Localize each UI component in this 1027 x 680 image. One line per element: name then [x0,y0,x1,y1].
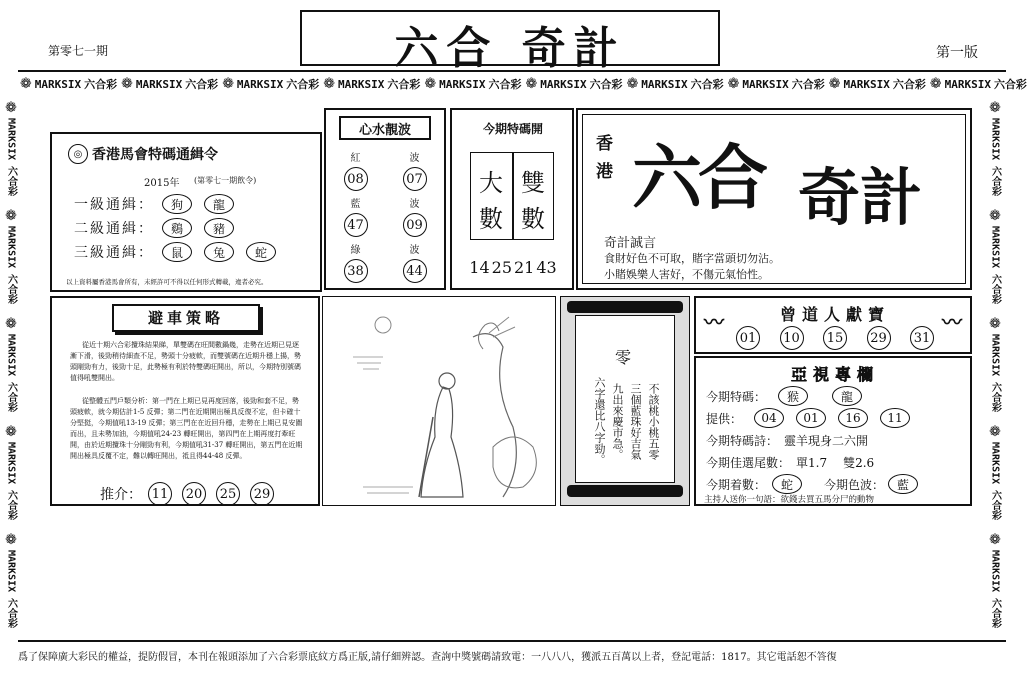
band-mark-text: MARKSIX [135,77,183,91]
sage-illustration [322,296,556,506]
tv-provide-label: 提供： [706,411,743,426]
hw-num-row [326,254,444,288]
right-ornament-icon: 〰 [942,310,962,334]
sage-drawing-icon [323,297,555,505]
left-watermark-band [0,98,22,638]
hw-number: 09 [403,213,427,237]
hw-number: 07 [403,167,427,191]
tv-poem: 靈羊現身二六開 [784,434,869,448]
brand-motto-line1: 食財好色不可取，賭字當頭切勿沾。 [604,252,780,265]
hw-label-row [326,242,444,254]
tv-look-item: 蛇 [772,474,802,494]
horse-club-logo-icon: ◎ [68,144,88,164]
hw-ball-label: 波 [409,198,420,210]
treasure-number: 31 [910,326,934,350]
issue-number: 第零七一期 [48,44,109,58]
band-side-text: MARKSIX 六合彩 [5,550,17,629]
band-side-text: MARKSIX 六合彩 [5,442,17,521]
brand-box [576,108,972,290]
edition-label: 第一版 [936,45,978,61]
hw-label-row [326,196,444,208]
tv-host-note: 主持人送你一句語：欲錢去買五馬分尸的動物 [704,495,875,505]
flower-icon: ❁ [989,100,1001,116]
top-watermark-band [20,72,1027,96]
flower-icon: ❁ [5,100,17,116]
special-number: 14 [469,258,490,277]
flower-icon: ❁ [5,424,17,440]
special-number: 43 [536,258,557,277]
left-ornament-icon: 〰 [704,310,724,334]
treasure-title: 曾道人獻寶 [779,305,890,324]
band-side-text: MARKSIX 六合彩 [989,550,1001,629]
heart-water-box [324,108,446,290]
wanted-notice [50,132,322,292]
band-cn-text: 六合彩 [589,78,623,91]
flower-icon: ❁ [828,76,841,92]
tv-special-item: 龍 [832,386,862,406]
band-mark-text: MARKSIX [34,77,82,91]
flower-icon: ❁ [20,76,32,92]
hw-ball-label: 波 [409,244,420,256]
band-side-text: MARKSIX 六合彩 [5,226,17,305]
tv-tail-double: 雙2.6 [843,456,875,470]
hw-label-row [326,150,444,162]
heart-water-groups [326,150,444,288]
special-right-bottom: 數 [521,205,545,233]
special-open-grid [470,152,554,240]
treasure-numbers [736,326,934,350]
band-cn-text: 六合彩 [488,78,522,91]
scroll-columns [591,371,661,471]
wanted-title: 香港馬會特碼通緝令 [92,147,218,163]
brand-title: 六合 [632,137,764,219]
band-side-text: MARKSIX 六合彩 [989,226,1001,305]
scroll-column: 三個藍珠好吉氣 [629,382,642,460]
wanted-zodiac: 鼠 [162,242,192,262]
scroll-column: 九出來慶市急。 [611,382,624,460]
flower-icon: ❁ [727,76,740,92]
special-open-box [450,108,574,290]
wanted-row [74,192,314,216]
hw-number: 08 [344,167,368,191]
tv-color-item: 藍 [888,474,918,494]
band-mark-text: MARKSIX [338,77,385,91]
band-side-text: MARKSIX 六合彩 [989,442,1001,521]
scroll-box [560,296,690,506]
tv-special-row [706,386,862,406]
hw-number: 44 [403,259,427,283]
hw-num-row [326,162,444,196]
band-cn-text: 六合彩 [84,78,118,91]
brand-motto-title: 奇計誠言 [604,236,657,251]
band-mark-text: MARKSIX [540,77,587,91]
brand-motto-line2: 小賭娛樂人害好，不傷元氣怡性。 [604,268,769,281]
band-cn-text: 六合彩 [690,78,724,91]
flower-icon: ❁ [989,208,1001,224]
tv-color-label: 今期色波： [824,477,885,492]
treasure-number: 10 [780,326,804,350]
scroll-column: 六字還比八字勁。 [593,377,606,465]
strategy-para2: 從整體五門戶類分析：第一門在上期已見再度回落，後勁和套不足，勢頭疲軟，就今期估計1-5 反彈；第二門在近期開出極具反復不定，但卡確十分堅挺，今期值吼13-19 反彈；第三門在在近回升穩，走勢在上期已見安圍而出，且未勢加油，今期值吼24-23 轉旺開出，第四門在上期再度打牽旺開，由於近期攪珠十分剛勁有利，今期值吼31-37 轉旺開出，第五門在近期開出極具反覆不定，難以轉旺開出，祗且得44-48 反彈。 [70,397,303,460]
right-watermark-band [984,98,1006,638]
wanted-row-label: 二級通緝： [74,221,154,237]
tv-look-label: 今期着數： [706,477,767,492]
flower-icon: ❁ [424,76,437,92]
special-number: 25 [491,258,512,277]
special-open-title: 今期特碼開 [482,122,543,136]
wanted-row-label: 一級通緝： [74,197,154,213]
tv-poem-row [706,432,868,449]
strategy-para1: 從近十期六合彩攪珠結果睇，單雙碼在旺間數鍋幾，走勢在近期已見逐漸下滑，後勁稍待細查不足，勢頭十分疲軟，而雙號碼在近期升穩上揚，勢頭剛勁有力，後勁十足，此勢極有利於特雙碼旺開出，所以，今期特別號碼值得吼雙開出。 [70,341,301,382]
special-number: 21 [514,258,535,277]
scroll-column: 不該桃小桃五零 [647,382,660,460]
flower-icon: ❁ [929,76,942,92]
treasure-number: 29 [867,326,891,350]
band-mark-text: MARKSIX [439,77,486,91]
wanted-issue-note: (第零七一期飲令) [194,176,257,185]
special-open-numbers [454,258,572,277]
hw-color-label: 紅 [350,152,361,164]
footer-rule [18,640,1006,642]
special-right-top: 雙 [521,169,545,197]
tv-provide-number: 01 [796,408,826,428]
hw-ball-label: 波 [409,152,420,164]
band-side-text: MARKSIX 六合彩 [5,334,17,413]
heart-water-title: 心水靚波 [358,123,411,138]
tv-tail-label: 今期佳選尾數： [706,456,791,470]
flower-icon: ❁ [121,76,133,92]
band-mark-text: MARKSIX [742,77,789,91]
wanted-zodiac: 鷄 [162,218,192,238]
flower-icon: ❁ [5,208,17,224]
tv-look-row [706,474,918,494]
flower-icon: ❁ [989,532,1001,548]
wanted-row [74,216,314,240]
band-cn-text: 六合彩 [791,78,825,91]
special-left-bottom: 數 [479,205,503,233]
tv-special-label: 今期特碼： [706,389,767,404]
flower-icon: ❁ [5,532,17,548]
strategy-recommend [100,482,284,506]
recommend-label: 推介： [100,487,142,503]
wanted-zodiac: 龍 [204,194,234,214]
band-cn-text: 六合彩 [993,78,1027,91]
tv-provide-number: 16 [838,408,868,428]
recommend-number: 25 [216,482,240,506]
flower-icon: ❁ [323,76,336,92]
wanted-zodiac: 狗 [162,194,192,214]
flower-icon: ❁ [626,76,639,92]
hw-color-label: 綠 [350,244,361,256]
band-side-text: MARKSIX 六合彩 [989,334,1001,413]
band-cn-text: 六合彩 [185,78,219,91]
treasure-number: 01 [736,326,760,350]
tv-column-box [694,356,972,506]
wanted-footer: 以上資料屬香港馬會所有，未經許可不得以任何形式轉載，違者必究。 [66,278,268,286]
masthead [18,8,1006,72]
scroll-title: 零 [615,348,632,367]
wanted-rows [74,192,314,264]
recommend-number: 29 [250,482,274,506]
tv-special-item: 猴 [778,386,808,406]
tv-provide-row [706,408,910,428]
band-mark-text: MARKSIX [843,77,890,91]
wanted-zodiac: 兔 [204,242,234,262]
band-cn-text: 六合彩 [286,78,320,91]
flower-icon: ❁ [222,76,234,92]
brand-region: 香港 [596,134,613,182]
hw-number: 47 [344,213,368,237]
band-side-text: MARKSIX 六合彩 [989,118,1001,197]
flower-icon: ❁ [525,76,538,92]
strategy-box [50,296,320,506]
band-side-text: MARKSIX 六合彩 [5,118,17,197]
hw-color-label: 藍 [350,198,361,210]
band-mark-text: MARKSIX [944,77,991,91]
treasure-number: 15 [823,326,847,350]
tv-poem-label: 今期特碼詩： [706,434,779,448]
strategy-title: 避車策略 [147,309,224,327]
tv-column-title: 亞視專欄 [790,365,879,384]
tv-provide-number: 04 [754,408,784,428]
brand-subtitle: 奇計 [798,161,923,234]
tv-tail-row [706,454,874,471]
flower-icon: ❁ [989,316,1001,332]
recommend-number: 20 [182,482,206,506]
wanted-zodiac: 蛇 [246,242,276,262]
band-cn-text: 六合彩 [892,78,926,91]
footer-notice: 爲了保障廣大彩民的權益，提防假冒，本刊在報頭添加了六合彩票底紋方爲正版,請仔細辨認。查詢中獎號碼請致電：一八八八，獲派五百萬以上者，登記電話：1817。其它電話恕不答復 [18,652,837,663]
band-mark-text: MARKSIX [641,77,688,91]
hw-num-row [326,208,444,242]
flower-icon: ❁ [989,424,1001,440]
special-left-top: 大 [479,169,503,197]
recommend-number: 11 [148,482,172,506]
wanted-row-label: 三級通緝： [74,245,154,261]
treasure-box [694,296,972,354]
tv-tail-single: 單1.7 [796,456,828,470]
masthead-title: 六合 奇計 [394,23,626,74]
wanted-zodiac: 豬 [204,218,234,238]
wanted-row [74,240,314,264]
wanted-year: 2015年 [144,178,180,189]
flower-icon: ❁ [5,316,17,332]
band-cn-text: 六合彩 [387,78,421,91]
band-mark-text: MARKSIX [236,77,284,91]
hw-number: 38 [344,259,368,283]
tv-provide-number: 11 [880,408,910,428]
